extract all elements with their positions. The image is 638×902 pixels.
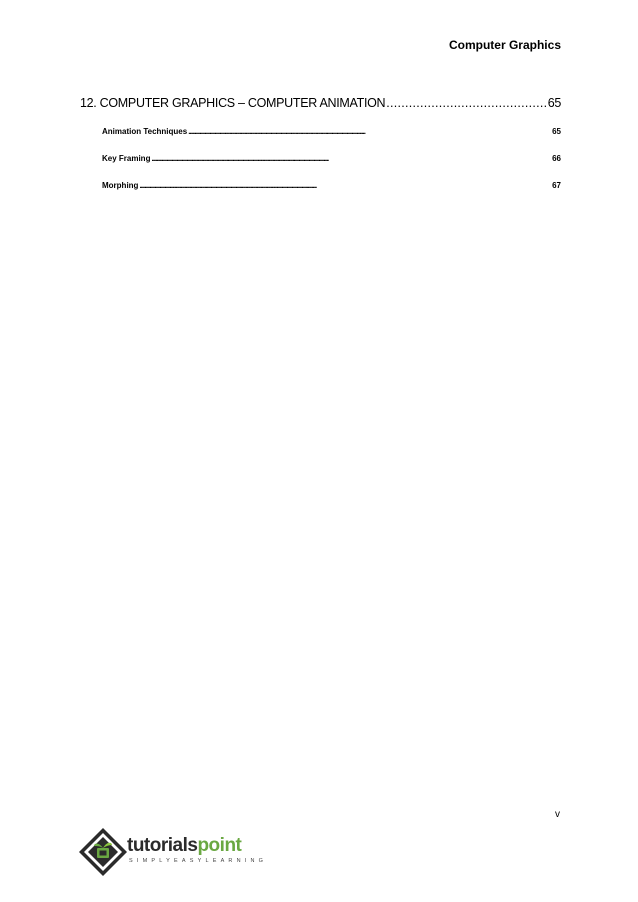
toc-entry-label: Key Framing xyxy=(102,154,151,163)
toc-chapter-entry[interactable] xyxy=(80,96,561,116)
tutorialspoint-logo xyxy=(77,826,268,878)
page-number: v xyxy=(555,809,560,820)
logo-diamond-icon xyxy=(77,826,129,878)
toc-entry-label: Morphing xyxy=(102,181,139,190)
logo-wordmark-part2: point xyxy=(197,835,242,856)
running-header: Computer Graphics xyxy=(448,38,561,52)
toc-dot-leader xyxy=(386,96,546,110)
toc-dot-leader xyxy=(188,127,551,136)
toc-entry-label: Animation Techniques xyxy=(102,127,188,136)
toc-section-entry[interactable] xyxy=(102,154,561,168)
table-of-contents xyxy=(80,96,561,195)
logo-tagline: SIMPLYEASYLEARNING xyxy=(129,858,268,864)
toc-entry-page: 65 xyxy=(547,96,561,110)
toc-entry-page: 67 xyxy=(552,181,561,190)
toc-section-entry[interactable] xyxy=(102,181,561,195)
toc-section-entry[interactable] xyxy=(102,127,561,141)
toc-dot-leader xyxy=(151,154,551,163)
toc-dot-leader xyxy=(139,181,551,190)
toc-entry-label: 12. COMPUTER GRAPHICS – COMPUTER ANIMATION xyxy=(80,96,386,110)
toc-entry-page: 65 xyxy=(552,127,561,136)
toc-entry-page: 66 xyxy=(552,154,561,163)
logo-wordmark xyxy=(127,836,241,855)
logo-wordmark-part1: tutorials xyxy=(127,835,198,856)
